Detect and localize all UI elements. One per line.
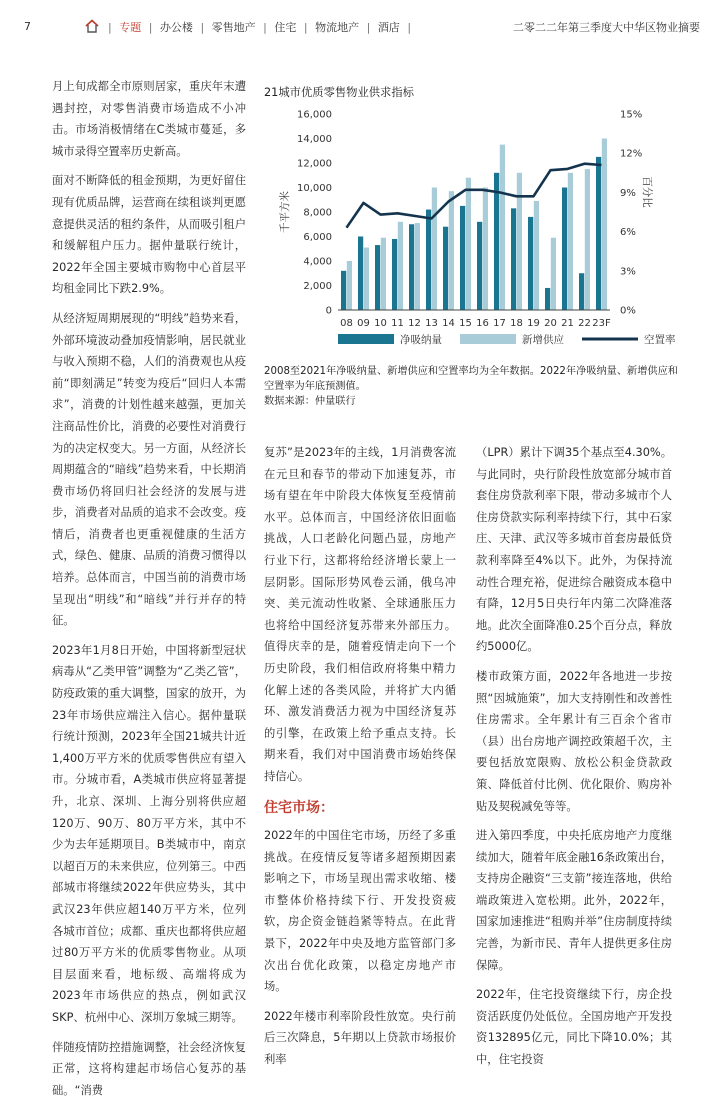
y-tick-label: 10,000	[297, 183, 332, 194]
y-tick-label: 0	[325, 305, 332, 317]
bar-absorption	[545, 288, 550, 310]
y2-tick-label: 0%	[620, 305, 636, 317]
x-tick-label: 15	[459, 318, 472, 329]
paragraph: 进入第四季度，中央托底房地产力度继续加大，随着年底金融16条政策出台，支持房企融资“三支箭”接连落地，供给端政策进入宽松期。此外，2022年，国家加速推进“租购并举”住房制度持续完善，为新市民、青年人提供更多住房保障。	[476, 829, 672, 972]
x-tick-label: 12	[408, 318, 421, 329]
retail-supply-demand-chart	[264, 104, 684, 364]
legend-label-vacancy: 空置率	[644, 334, 676, 346]
bar-absorption	[443, 227, 448, 310]
paragraph: 从经济短周期展现的“明线”趋势来看，外部环境波动叠加疫情影响，居民就业与收入预期不稳，人们的消费观也从疫前“即刻满足”转变为疫后“回归人本需求”，消费的计划性越来越强，更加关注商品性价比，消费的必要性对消费行为的决定权变大。另一方面，从经济长周期蕴含的“暗线”趋势来看，中长期消费市场仍将回归社会经济的发展与进步，消费者对品质的追求不会改变。疫情后，消费者也更重视健康的生活方式，绿色、健康、品质的消费习惯得以培养。总体而言，中国当前的消费市场呈现出“明线”和“暗线”并行并存的特征。	[52, 311, 246, 628]
text-column-2	[264, 442, 456, 1079]
home-icon[interactable]	[84, 18, 100, 34]
y-tick-label: 8,000	[303, 207, 332, 219]
bar-absorption	[579, 273, 584, 310]
legend-label-absorption: 净吸纳量	[400, 334, 442, 346]
y-tick-label: 12,000	[297, 158, 332, 170]
y2-tick-label: 6%	[620, 227, 636, 239]
chart-source: 数据来源：仲量联行	[264, 396, 356, 407]
x-tick-label: 16	[476, 318, 489, 329]
nav-item-hotel[interactable]: 酒店	[377, 21, 400, 34]
bar-absorption	[596, 157, 601, 310]
paragraph: 面对不断降低的租金预期，为更好留住现有优质品牌，运营商在续租谈判更愿意提供灵活的租约条件，从而吸引租户和缓解租户压力。据仲量联行统计，2022年全国主要城市购物中心首层平均租金同比下跌2.9%。	[52, 174, 246, 296]
x-tick-label: 14	[442, 318, 455, 329]
bar-absorption	[375, 245, 380, 310]
y2-tick-label: 9%	[620, 187, 636, 199]
bar-supply	[602, 139, 607, 311]
x-tick-label: 19	[527, 318, 540, 329]
nav-item-logistics[interactable]: 物流地产	[315, 21, 360, 34]
legend-swatch-absorption	[338, 334, 394, 344]
bar-supply	[449, 191, 454, 310]
bar-supply	[466, 178, 471, 310]
paragraph: 伴随疫情防控措施调整，社会经济恢复正常，这将构建起市场信心复苏的基础。“消费	[52, 1040, 246, 1097]
y2-tick-label: 15%	[620, 109, 643, 121]
paragraph: 2023年1月8日开始，中国将新型冠状病毒从“乙类甲管”调整为“乙类乙管”，防疫政策的重大调整，国家的放开，为23年市场供应端注入信心。据仲量联行统计预测，2023年全国21城共计近1,400万平方米的优质零售供应有望入市。分城市看，A类城市供应将显著提升，北京、深圳、上海分别将供应超120万、90万、80万平方米，其中不少为去年延期项目。B类城市中，南京以超百万的未来供应，位列第三。中西部城市将继续2022年供应势头，其中武汉23年供应超140万平方米，位列各城市首位；成都、重庆也都将供应超过80万平方米的优质零售物业。从项目层面来看，地标级、高端将成为2023年市场供应的热点，例如武汉SKP、杭州中心、深圳万象城三期等。	[52, 643, 246, 1024]
paragraph: 楼市政策方面，2022年各地进一步按照“因城施策”，加大支持刚性和改善性住房需求。全年累计有三百余个省市（县）出台房地产调控政策超千次，主要包括放宽限购、放松公积金贷款政策、降低首付比例、优化限价、购房补贴及契税减免等等。	[476, 669, 672, 813]
x-tick-label: 20	[544, 318, 557, 329]
bar-supply	[347, 261, 352, 310]
y-tick-label: 16,000	[297, 109, 332, 121]
x-tick-label: 09	[357, 318, 370, 329]
page-header	[0, 0, 724, 40]
y-axis-label: 千平方米	[279, 191, 291, 233]
legend-swatch-supply	[460, 334, 516, 344]
bar-supply	[381, 238, 386, 310]
paragraph: 月上旬成都全市原则居家，重庆年末遭遇封控，对零售消费市场造成不小冲击。市场消极情绪在C类城市蔓延，多城市录得空置率历史新高。	[52, 80, 246, 158]
page-number: 7	[24, 20, 31, 33]
nav-item-residential[interactable]: 住宅	[274, 21, 297, 34]
section-nav: | 专题 | 办公楼 | 零售地产 | 住宅 | 物流地产 | 酒店 |	[108, 21, 412, 34]
nav-item-office[interactable]: 办公楼	[159, 21, 193, 34]
bar-supply	[483, 188, 488, 311]
paragraph: 2022年，住宅投资继续下行，房企投资活跃度仍处低位。全国房地产开发投资132895亿元，同比下降10.0%；其中，住宅投资	[476, 988, 672, 1067]
x-tick-label: 23F	[592, 318, 611, 329]
bar-absorption	[460, 206, 465, 310]
report-title: 二零二二年第三季度大中华区物业摘要	[513, 21, 700, 34]
y-tick-label: 14,000	[297, 134, 332, 145]
x-tick-label: 10	[374, 318, 387, 329]
chart-title: 21城市优质零售物业供求指标	[264, 86, 414, 99]
bar-supply	[398, 222, 403, 310]
bar-absorption	[511, 208, 516, 310]
y-tick-label: 2,000	[303, 281, 332, 292]
chart-note: 2008至2021年净吸纳量、新增供应和空置率均为全年数据。2022年净吸纳量、新增供应和空置率为年底预测值。	[264, 366, 678, 392]
bar-absorption	[477, 222, 482, 310]
y2-axis-label: 百分比	[641, 176, 653, 208]
x-tick-label: 21	[561, 318, 574, 329]
paragraph: 2022年楼市利率阶段性放宽。央行前后三次降息，5年期以上贷款市场报价利率	[264, 1009, 456, 1067]
paragraph: （LPR）累计下调35个基点至4.30%。与此同时，央行阶段性放宽部分城市首套住房贷款利率下限，带动多城市个人住房贷款实际利率持续下行，其中石家庄、天津、武汉等多城市首套房最低贷款利率降至4%以下。此外，为保持流动性合理充裕，促进综合融资成本稳中有降，12月5日央行年内第二次降准落地。此次全面降准0.25个百分点，释放约5000亿。	[476, 446, 672, 654]
bar-absorption	[528, 217, 533, 310]
x-tick-label: 11	[391, 318, 404, 329]
x-tick-label: 17	[493, 318, 506, 329]
bar-absorption	[409, 224, 414, 310]
bar-absorption	[341, 271, 346, 310]
x-tick-label: 13	[425, 318, 438, 329]
bar-supply	[415, 223, 420, 310]
x-tick-label: 22	[578, 318, 591, 329]
bar-supply	[568, 173, 573, 310]
y2-tick-label: 12%	[620, 148, 643, 160]
bar-absorption	[358, 237, 363, 311]
bar-absorption	[426, 210, 431, 310]
y2-tick-label: 3%	[620, 266, 636, 278]
legend-label-supply: 新增供应	[522, 334, 564, 346]
section-heading-residential: 住宅市场：	[264, 799, 334, 816]
text-column-1	[52, 76, 246, 1109]
bar-supply	[585, 169, 590, 310]
paragraph: 2022年的中国住宅市场，历经了多重挑战。在疫情反复等诸多超预期因素影响之下，市场呈现出需求收缩、楼市整体价格持续下行、开发投资疲软，房企资金链趋紧等特点。在此背景下，2022年中央及地方监管部门多次出台优化政策，以稳定房地产市场。	[264, 829, 456, 994]
nav-item-retail[interactable]: 零售地产	[211, 21, 256, 34]
nav-item-feature[interactable]: 专题	[119, 21, 142, 34]
chart-caption	[264, 364, 684, 409]
x-tick-label: 08	[340, 318, 353, 329]
bar-absorption	[562, 188, 567, 311]
x-tick-label: 18	[510, 318, 523, 329]
text-column-3	[476, 442, 672, 1079]
bar-supply	[517, 173, 522, 310]
paragraph: 复苏”是2023年的主线，1月消费客流在元旦和春节的带动下加速复苏，市场有望在年中阶段大体恢复至疫情前水平。总体而言，中国经济依旧面临挑战，人口老龄化问题凸显，房地产行业下行，这都将给经济增长蒙上一层阴影。国际形势风卷云涌，俄乌冲突、美元流动性收紧、全球通胀压力也将给中国经济复苏带来外部压力。值得庆幸的是，随着疫情走向下一个历史阶段，我们相信政府将集中精力化解上述的各类风险，并将扩大内循环、激发消费活力视为中国经济复苏的引擎，在政策上给予重点支持。长期来看，我们对中国消费市场始终保持信心。	[264, 446, 456, 783]
bar-absorption	[392, 239, 397, 310]
bar-supply	[551, 238, 556, 310]
bar-supply	[534, 201, 539, 310]
bar-supply	[432, 188, 437, 311]
y-tick-label: 6,000	[303, 232, 332, 243]
bar-supply	[500, 145, 505, 310]
y-tick-label: 4,000	[303, 256, 332, 268]
bar-supply	[364, 248, 369, 310]
